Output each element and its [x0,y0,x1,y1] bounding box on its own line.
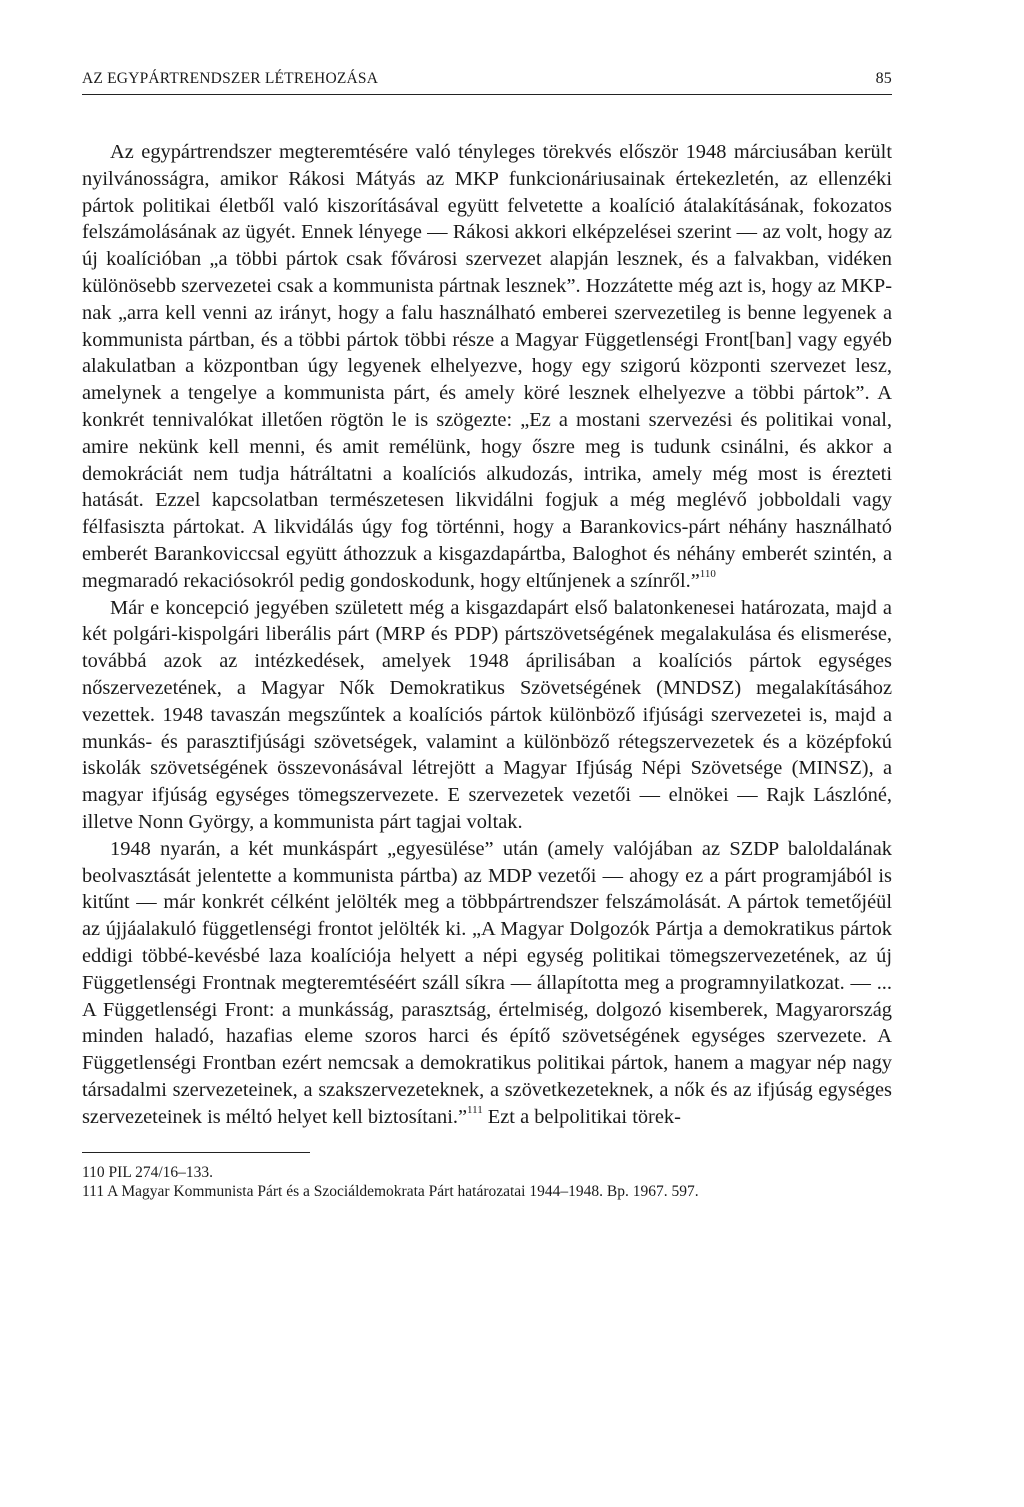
running-title: AZ EGYPÁRTRENDSZER LÉTREHOZÁSA [82,70,379,87]
paragraph: Már e koncepció jegyében született még a kisgazdapárt első balatonkenesei határozata, majd a két polgári-kispolgári liberális párt (MRP és PDP) pártszövetségének megalakulása és elismerése, továbbá azok az intézkedések, amelyek 1948 áprilisában a koalíciós pártok egységes nőszervezetének, a Magyar Nők Demokratikus Szövetségének (MNDSZ) megalakításához vezettek. 1948 tavaszán megszűntek a koalíciós pártok különböző ifjúsági szervezetei is, majd a munkás- és parasztifjúsági szövetségek, valamint a különböző rétegszervezetek és a középfokú iskolák szövetségének összevonásával létrejött a Magyar Ifjúság Népi Szövetsége (MINSZ), a magyar ifjúság egységes tömegszervezete. E szervezetek vezetői — elnökei — Rajk Lászlóné, illetve Nonn György, a kommunista párt tagjai voltak. [82,596,892,833]
running-header [82,70,892,95]
paragraph-text: Az egypártrendszer megteremtésére való tényleges törekvés először 1948 márciusában került nyilvánosságra, amikor Rákosi Mátyás az MKP funkcionáriusainak értekezletén, az ellenzéki pártok politikai életből való kiszorításával együtt felvetette a koalíció átalakításának, fokozatos felszámolásának az ügyét. Ennek lényege — Rákosi akkori elképzelései szerint — az volt, hogy az új koalícióban „a többi pártok csak fővárosi szervezet alapján lesznek, és a falvakban, vidéken különösebb szervezetei csak a kommunista pártnak lesznek”. Hozzátette még azt is, hogy az MKP-nak „arra kell venni az irányt, hogy a falu használható emberei szervezetileg is benne legyenek a kommunista pártban, és a többi pártok többi része a Magyar Függetlenségi Front[ban] vagy egyéb alakulatban a központban úgy legyenek elhelyezve, hogy egy szigorú központi szervezet lesz, amelynek a tengelye a kommunista párt, és amely köré lesznek elhelyezve a többi pártok”. A konkrét tennivalókat illetően rögtön le is szögezte: „Ez a mostani szervezési és politikai vonal, amire nekünk kell menni, és amit remélünk, hogy őszre meg is tudunk csinálni, és akkor a demokráciát nem tudja hátráltatni a koalíciós alkudozás, intrika, amely még most is érezteti hatását. Ezzel kapcsolatban természetesen likvidálni fogjuk a még meglévő jobboldali vagy félfasiszta pártokat. A likvidálás úgy fog történni, hogy a Barankovics-párt néhány használható emberét Barankoviccsal együtt áthozzuk a kisgazdapártba, Baloghot és néhány emberét szintén, a megmaradó rekaciósokról pedig gondoskodunk, hogy eltűnjenek a színről.” [82,141,892,592]
footnote-ref: 111 [467,1103,483,1116]
paragraph-text: 1948 nyarán, a két munkáspárt „egyesülése” után (amely valójában az SZDP baloldalának beolvasztását jelentette a kommunista pártba) az MDP vezetői — ahogy ez a párt programjából is kitűnt — már konkrét célként jelölték meg a többpártrendszer felszámolását. A pártok temetőjéül az újjáalakuló függetlenségi frontot jelölték ki. „A Magyar Dolgozók Pártja a demokratikus pártok eddigi többé-kevésbé laza koalíciója helyett a népi egység politikai tömegszervezetének, az új Függetlenségi Frontnak megteremtéséért száll síkra — állapította meg a programnyilatkozat. — ... A Függetlenségi Front: a munkásság, parasztság, értelmiség, dolgozó kisemberek, Magyarország minden haladó, hazafias eleme szoros harci és építő szövetségének egységes szervezete. A Függetlenségi Frontban ezért nemcsak a demokratikus politikai pártok, hanem a magyar nép nagy társadalmi szervezeteinek, a szakszervezeteknek, a szövetkezeteknek, a nők és az ifjúság egységes szervezeteinek is méltó helyet kell biztosítani.” [82,837,892,1128]
paragraph [82,836,892,1131]
paragraph [82,139,892,595]
book-page [82,70,892,1201]
footnote: 110 PIL 274/16–133. [82,1164,214,1182]
footnote-divider [82,1152,310,1153]
paragraph-text: Ezt a belpolitikai törek- [482,1105,681,1128]
main-text [82,139,892,1130]
footnotes [82,1163,892,1201]
page-number: 85 [875,70,892,87]
footnote: 111 A Magyar Kommunista Párt és a Szociáldemokrata Párt határozatai 1944–1948. Bp. 1967. 597. [82,1183,699,1201]
footnote-ref: 110 [699,567,716,580]
